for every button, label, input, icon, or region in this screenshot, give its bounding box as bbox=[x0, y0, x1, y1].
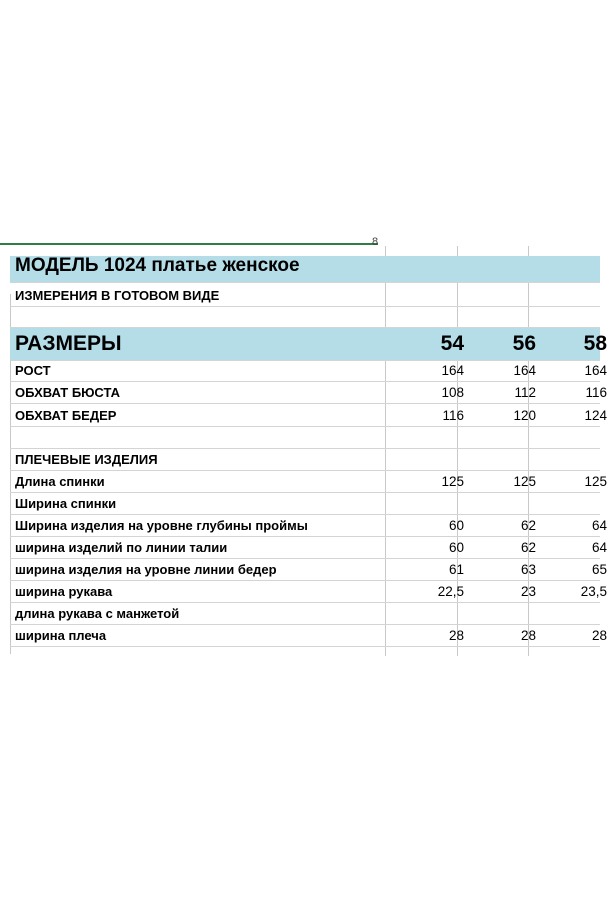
title-row bbox=[10, 256, 600, 283]
row-label: Ширина спинки bbox=[15, 496, 117, 511]
table-row bbox=[10, 449, 600, 471]
table-row bbox=[10, 625, 607, 647]
size-header: 54 bbox=[440, 332, 464, 355]
table-row bbox=[10, 471, 607, 493]
size-header: 56 bbox=[512, 332, 536, 355]
row-label: ширина изделия на уровне линии бедер bbox=[15, 562, 277, 577]
cell-value: 62 bbox=[520, 518, 536, 533]
cell-value: 28 bbox=[520, 628, 536, 643]
cell-value: 63 bbox=[520, 562, 536, 577]
cell-value: 60 bbox=[448, 540, 464, 555]
table-row bbox=[10, 603, 600, 625]
table-row bbox=[10, 537, 607, 559]
empty-row bbox=[10, 307, 600, 328]
sizes-label: РАЗМЕРЫ bbox=[15, 332, 122, 355]
row-label: длина рукава с манжетой bbox=[15, 606, 180, 621]
table-row bbox=[10, 493, 600, 515]
cell-value: 28 bbox=[591, 628, 607, 643]
cell-value: 116 bbox=[585, 385, 607, 400]
cut-off-glyph: 8 bbox=[372, 236, 379, 248]
row-label: Длина спинки bbox=[15, 474, 105, 489]
subtitle-row bbox=[10, 283, 600, 307]
cell-value: 164 bbox=[441, 363, 464, 378]
table-row bbox=[10, 515, 607, 537]
cell-value: 64 bbox=[591, 518, 607, 533]
cell-value: 60 bbox=[448, 518, 464, 533]
table-row bbox=[10, 382, 607, 404]
cell-value: 112 bbox=[514, 385, 536, 400]
cell-value: 124 bbox=[584, 408, 607, 423]
cell-value: 116 bbox=[442, 408, 464, 423]
table-row bbox=[10, 404, 607, 427]
row-label: Ширина изделия на уровне глубины проймы bbox=[15, 518, 308, 533]
top-border-line bbox=[0, 243, 378, 245]
table-row bbox=[10, 559, 607, 581]
table-row bbox=[10, 581, 607, 603]
size-header: 58 bbox=[583, 332, 607, 355]
cell-value: 164 bbox=[513, 363, 536, 378]
row-label: ПЛЕЧЕВЫЕ ИЗДЕЛИЯ bbox=[15, 452, 158, 467]
cell-value: 108 bbox=[441, 385, 464, 400]
cell-value: 62 bbox=[520, 540, 536, 555]
sizes-row bbox=[10, 328, 607, 361]
row-label: ширина плеча bbox=[15, 628, 107, 643]
model-title: МОДЕЛЬ 1024 платье женское bbox=[15, 255, 300, 276]
cell-value: 23,5 bbox=[580, 584, 607, 599]
cell-value: 125 bbox=[513, 474, 536, 489]
cell-value: 125 bbox=[584, 474, 607, 489]
cell-value: 23 bbox=[520, 584, 536, 599]
cell-value: 164 bbox=[584, 363, 607, 378]
measurements-subtitle: ИЗМЕРЕНИЯ В ГОТОВОМ ВИДЕ bbox=[15, 288, 220, 303]
cell-value: 64 bbox=[591, 540, 607, 555]
table-row bbox=[10, 361, 607, 382]
cell-value: 61 bbox=[448, 562, 464, 577]
spreadsheet bbox=[0, 236, 607, 656]
cell-value: 22,5 bbox=[437, 584, 464, 599]
table-row bbox=[10, 427, 600, 449]
row-label: ширина рукава bbox=[15, 584, 113, 599]
cell-value: 120 bbox=[513, 408, 536, 423]
cell-value: 125 bbox=[441, 474, 464, 489]
cell-value: 28 bbox=[448, 628, 464, 643]
row-label: ОБХВАТ БЕДЕР bbox=[15, 408, 117, 423]
row-label: ОБХВАТ БЮСТА bbox=[15, 385, 120, 400]
cell-value: 65 bbox=[591, 562, 607, 577]
row-label: ширина изделий по линии талии bbox=[15, 540, 228, 555]
row-label: РОСТ bbox=[15, 363, 51, 378]
